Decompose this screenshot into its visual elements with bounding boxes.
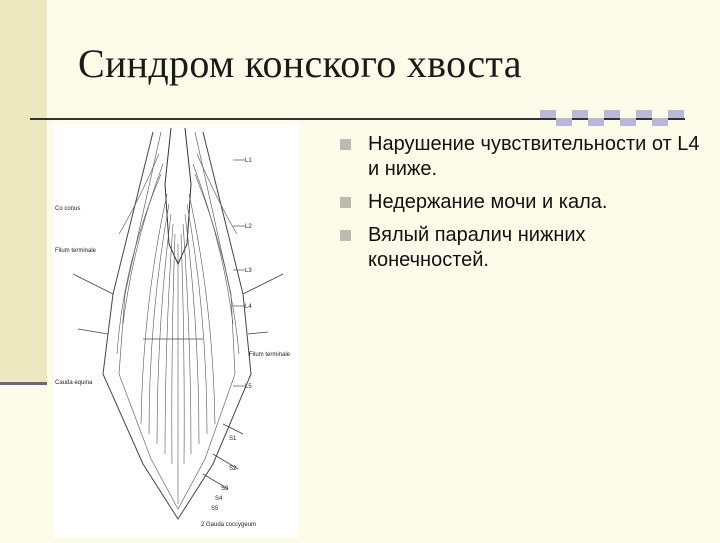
level-label-s2: S2 — [229, 466, 237, 472]
bullet-square-icon — [340, 197, 351, 208]
cauda-equina-drawing — [53, 124, 299, 538]
bullet-list — [338, 132, 708, 281]
level-label-s4: S4 — [215, 496, 223, 502]
level-label-l2: L2 — [245, 224, 252, 230]
level-label-s3: S3 — [221, 486, 229, 492]
left-accent-band — [0, 0, 47, 385]
label-coccygeum: 2 Gauda coccygeum — [201, 522, 257, 528]
label-filum-right: Filum terminale — [249, 352, 291, 358]
label-filum-left: Filum terminale — [55, 248, 97, 254]
level-label-l4: L4 — [245, 304, 252, 310]
level-label-l1: L1 — [245, 158, 252, 164]
decorative-checker-pattern — [540, 110, 684, 126]
label-conus: Co conus — [55, 206, 81, 212]
bullet-text: Нарушение чувствительности от L4 и ниже. — [368, 133, 700, 180]
bullet-item — [338, 132, 708, 182]
level-label-l3: L3 — [245, 268, 252, 274]
bullet-text: Недержание мочи и кала. — [368, 191, 608, 213]
level-label-s5: S5 — [211, 506, 219, 512]
bullet-item — [338, 190, 708, 215]
cauda-equina-illustration — [53, 124, 299, 538]
bullet-text: Вялый паралич нижних конечностей. — [368, 224, 586, 271]
bullet-square-icon — [340, 230, 351, 241]
left-accent-band-lower — [0, 385, 47, 540]
bullet-item — [338, 223, 708, 273]
bullet-square-icon — [340, 139, 351, 150]
level-label-l5: L5 — [245, 384, 252, 390]
level-label-s1: S1 — [229, 436, 237, 442]
slide-title: Синдром конского хвоста — [78, 41, 522, 86]
label-cauda-equina: Cauda equina — [55, 380, 93, 386]
